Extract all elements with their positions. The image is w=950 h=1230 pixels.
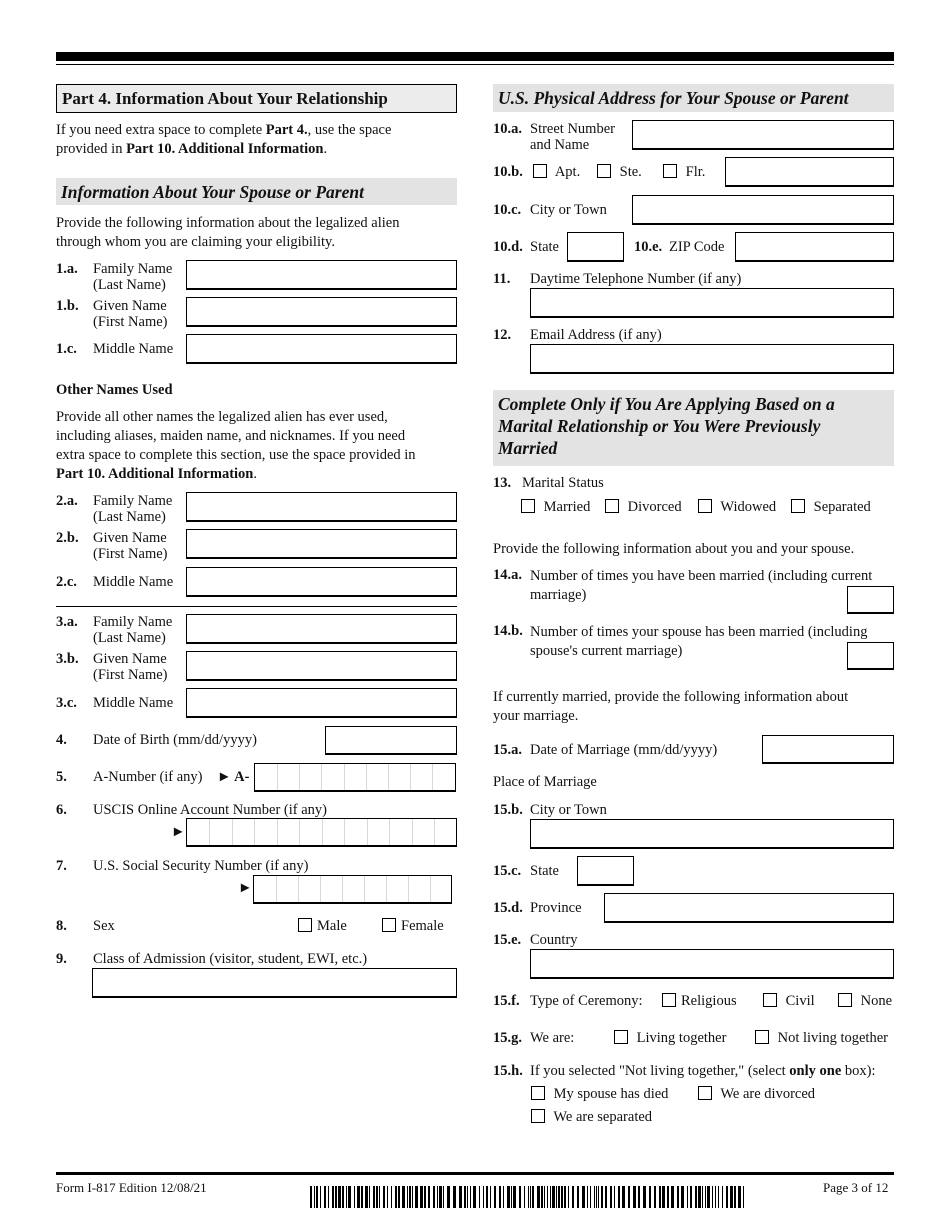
sex-label: Sex <box>93 918 115 934</box>
marriage-city-input[interactable] <box>530 819 894 849</box>
not-living-reason-label: If you selected "Not living together," (select only one box): <box>530 1063 876 1079</box>
desc-line: Provide all other names the legalized alien has ever used, <box>56 409 388 425</box>
field-number: 10.c. <box>493 202 522 218</box>
marriage-state-input[interactable] <box>577 856 634 886</box>
ste-checkbox[interactable] <box>597 164 611 178</box>
divorced-reason-option[interactable]: We are divorced <box>698 1086 815 1102</box>
unit-number-input[interactable] <box>725 157 894 187</box>
family-name-input-2a[interactable] <box>186 492 457 522</box>
street-input[interactable] <box>632 120 894 150</box>
marital-section-heading <box>493 390 894 466</box>
middle-name-input-3c[interactable] <box>186 688 457 718</box>
field-number: 10.d. <box>493 239 523 255</box>
field-label: Middle Name <box>93 695 174 711</box>
desc-line: through whom you are claiming your eligibility. <box>56 234 335 250</box>
phone-label: Daytime Telephone Number (if any) <box>530 271 742 287</box>
marriage-city-label: City or Town <box>530 802 607 818</box>
uscis-account-input[interactable] <box>186 818 457 847</box>
zip-label: ZIP Code <box>669 239 725 255</box>
desc-line: extra space to complete this section, use the space provided in <box>56 447 416 463</box>
heading-line: Married <box>498 438 558 458</box>
a-number-prefix: ► A- <box>217 769 250 785</box>
apt-option[interactable]: Apt. <box>533 164 580 180</box>
field-number: 15.e. <box>493 932 522 948</box>
field-number: 1.b. <box>56 298 79 314</box>
widowed-option[interactable]: Widowed <box>698 499 776 515</box>
intro-end: . <box>323 141 328 157</box>
field-number: 12. <box>493 327 512 343</box>
other-names-desc <box>56 408 457 484</box>
form-edition: Form I-817 Edition 12/08/21 <box>56 1180 207 1195</box>
given-name-input-3b[interactable] <box>186 651 457 681</box>
section-divider <box>56 606 457 607</box>
married-option[interactable]: Married <box>521 499 590 515</box>
sex-male-option[interactable]: Male <box>298 918 347 934</box>
separated-checkbox[interactable] <box>791 499 805 513</box>
desc-line: including aliases, maiden name, and nicknames. If you need <box>56 428 406 444</box>
field-label: Family Name (Last Name) <box>93 614 173 646</box>
marriage-date-input[interactable] <box>762 735 894 764</box>
marriage-country-input[interactable] <box>530 949 894 979</box>
field-label: Middle Name <box>93 341 174 357</box>
intro-text-mid: , use the space <box>307 122 392 138</box>
field-number: 15.a. <box>493 742 522 758</box>
female-checkbox[interactable] <box>382 918 396 932</box>
field-number: 13. <box>493 475 512 491</box>
a-number-input[interactable] <box>254 763 456 792</box>
sex-female-option[interactable]: Female <box>382 918 444 934</box>
intro-bold-part10: Part 10. Additional Information <box>126 141 324 157</box>
living-together-checkbox[interactable] <box>614 1030 628 1044</box>
spouse-times-married-label: Number of times your spouse has been married (including spouse's current marriage) <box>530 624 868 659</box>
spouse-times-married-input[interactable] <box>847 642 894 670</box>
field-number: 3.b. <box>56 651 79 667</box>
ste-option[interactable]: Ste. <box>597 164 642 180</box>
field-number: 3.a. <box>56 614 78 630</box>
flr-checkbox[interactable] <box>663 164 677 178</box>
spouse-section-heading <box>56 178 457 205</box>
heading-line: Marital Relationship or You Were Previously <box>498 416 821 436</box>
separated-reason-checkbox[interactable] <box>531 1109 545 1123</box>
field-number: 14.b. <box>493 623 523 639</box>
field-label: Given Name (First Name) <box>93 651 168 683</box>
field-number: 2.c. <box>56 574 77 590</box>
field-number: 10.e. <box>634 239 663 255</box>
none-option[interactable]: None <box>838 993 892 1009</box>
state-input[interactable] <box>567 232 624 262</box>
given-name-input-2b[interactable] <box>186 529 457 559</box>
spouse-info-text: Provide the following information about you and your spouse. <box>493 541 855 557</box>
spouse-section-desc <box>56 214 457 252</box>
separated-reason-option[interactable]: We are separated <box>531 1109 652 1125</box>
field-number: 9. <box>56 951 67 967</box>
part4-heading <box>56 84 457 113</box>
field-label: Family Name (Last Name) <box>93 493 173 525</box>
field-number: 11. <box>493 271 511 287</box>
top-rule-thick <box>56 52 894 61</box>
marriage-date-label: Date of Marriage (mm/dd/yyyy) <box>530 742 718 758</box>
field-number: 1.a. <box>56 261 78 277</box>
civil-option[interactable]: Civil <box>763 993 815 1009</box>
city-label: City or Town <box>530 202 607 218</box>
marriage-country-label: Country <box>530 932 578 948</box>
not-living-together-checkbox[interactable] <box>755 1030 769 1044</box>
ssn-input[interactable] <box>253 875 452 904</box>
arrow-icon: ► <box>171 824 186 840</box>
separated-option[interactable]: Separated <box>791 499 871 515</box>
field-number: 1.c. <box>56 341 77 357</box>
field-label: Middle Name <box>93 574 174 590</box>
marriage-province-label: Province <box>530 900 582 916</box>
ceremony-type-label: Type of Ceremony: <box>530 993 643 1009</box>
field-number: 15.b. <box>493 802 523 818</box>
spouse-section-title: Information About Your Spouse or Parent <box>61 182 364 202</box>
religious-option[interactable]: Religious <box>662 993 737 1009</box>
place-of-marriage-label: Place of Marriage <box>493 774 597 790</box>
heading-line: Complete Only if You Are Applying Based on a <box>498 394 835 414</box>
spouse-died-option[interactable]: My spouse has died <box>531 1086 668 1102</box>
email-label: Email Address (if any) <box>530 327 662 343</box>
ssn-label: U.S. Social Security Number (if any) <box>93 858 309 874</box>
street-label: Street Number and Name <box>530 121 615 153</box>
times-married-label: Number of times you have been married (including current marriage) <box>530 568 873 603</box>
apt-checkbox[interactable] <box>533 164 547 178</box>
field-number: 15.d. <box>493 900 523 916</box>
divorced-reason-checkbox[interactable] <box>698 1086 712 1100</box>
field-number: 15.c. <box>493 863 522 879</box>
marital-status-label: Marital Status <box>522 475 604 491</box>
dob-input[interactable] <box>325 726 457 755</box>
page-number: Page 3 of 12 <box>823 1180 889 1195</box>
male-checkbox[interactable] <box>298 918 312 932</box>
field-number: 15.f. <box>493 993 520 1009</box>
a-number-label: A-Number (if any) <box>93 769 203 785</box>
arrow-icon: ► <box>238 880 253 896</box>
field-label: Given Name (First Name) <box>93 298 168 330</box>
married-info-text: If currently married, provide the following information about your marriage. <box>493 689 849 724</box>
zip-input[interactable] <box>735 232 894 262</box>
marriage-state-label: State <box>530 863 559 879</box>
divorced-option[interactable]: Divorced <box>605 499 682 515</box>
marriage-province-input[interactable] <box>604 893 894 923</box>
field-number: 7. <box>56 858 67 874</box>
field-number: 3.c. <box>56 695 77 711</box>
none-checkbox[interactable] <box>838 993 852 1007</box>
phone-input[interactable] <box>530 288 894 318</box>
civil-checkbox[interactable] <box>763 993 777 1007</box>
middle-name-input-1c[interactable] <box>186 334 457 364</box>
city-input[interactable] <box>632 195 894 225</box>
field-label: Given Name (First Name) <box>93 530 168 562</box>
field-number: 2.b. <box>56 530 79 546</box>
email-input[interactable] <box>530 344 894 374</box>
class-admission-label: Class of Admission (visitor, student, EWI, etc.) <box>93 951 368 967</box>
field-number: 10.b. <box>493 164 523 180</box>
top-rule-thin <box>56 64 894 65</box>
spouse-died-checkbox[interactable] <box>531 1086 545 1100</box>
living-together-option[interactable]: Living together <box>614 1030 726 1046</box>
intro-text: If you need extra space to complete <box>56 122 266 138</box>
not-living-together-option[interactable]: Not living together <box>755 1030 888 1046</box>
intro-bold-part: Part 4. <box>265 122 308 138</box>
uscis-account-label: USCIS Online Account Number (if any) <box>93 802 327 818</box>
field-number: 2.a. <box>56 493 78 509</box>
desc-end: . <box>253 466 257 482</box>
part4-intro <box>56 121 457 159</box>
religious-checkbox[interactable] <box>662 993 676 1007</box>
field-number: 15.g. <box>493 1030 522 1046</box>
class-admission-input[interactable] <box>92 968 457 998</box>
part4-title: Part 4. Information About Your Relationship <box>62 89 388 108</box>
middle-name-input-2c[interactable] <box>186 567 457 597</box>
widowed-checkbox[interactable] <box>698 499 712 513</box>
times-married-input[interactable] <box>847 586 894 614</box>
given-name-input-1b[interactable] <box>186 297 457 327</box>
desc-line: Provide the following information about the legalized alien <box>56 215 400 231</box>
divorced-checkbox[interactable] <box>605 499 619 513</box>
bottom-rule <box>56 1172 894 1175</box>
address-section-title: U.S. Physical Address for Your Spouse or Parent <box>498 88 849 108</box>
field-number: 5. <box>56 769 67 785</box>
flr-option[interactable]: Flr. <box>663 164 705 180</box>
field-number: 14.a. <box>493 567 522 583</box>
desc-bold: Part 10. Additional Information <box>56 466 254 482</box>
field-number: 6. <box>56 802 67 818</box>
other-names-heading: Other Names Used <box>56 382 173 398</box>
married-checkbox[interactable] <box>521 499 535 513</box>
field-label: Family Name (Last Name) <box>93 261 173 293</box>
family-name-input-1a[interactable] <box>186 260 457 290</box>
living-status-label: We are: <box>530 1030 575 1046</box>
dob-label: Date of Birth (mm/dd/yyyy) <box>93 732 257 748</box>
intro-text-2: provided in <box>56 141 127 157</box>
barcode-icon <box>310 1186 744 1208</box>
field-number: 8. <box>56 918 67 934</box>
address-section-heading <box>493 84 894 112</box>
field-number: 10.a. <box>493 121 522 137</box>
field-number: 15.h. <box>493 1063 523 1079</box>
family-name-input-3a[interactable] <box>186 614 457 644</box>
field-number: 4. <box>56 732 67 748</box>
state-label: State <box>530 239 559 255</box>
